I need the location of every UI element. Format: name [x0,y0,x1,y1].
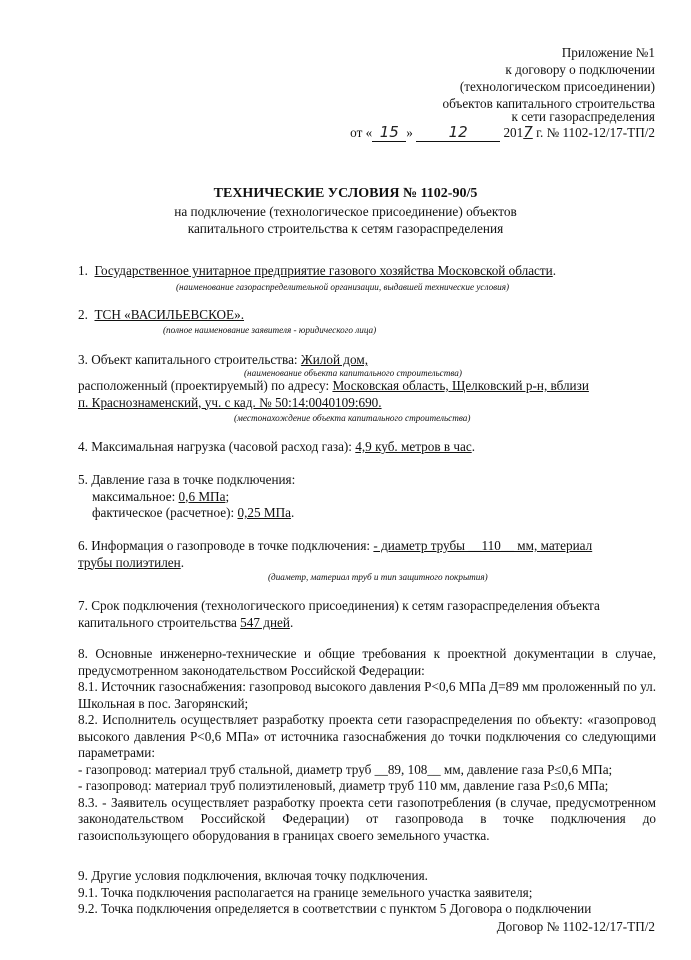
punct: . [552,263,557,278]
section-3-address [78,378,656,411]
appendix-label: Приложение №1 [561,45,655,60]
punct: ; [225,488,230,504]
handwritten-year-digit: 7 [523,123,533,141]
subtitle-line: на подключение (технологическое присоединение) объектов [174,204,517,219]
appendix-line: объектов капитального строительства [442,96,655,111]
section-8 [78,646,656,844]
contract-number: г. № 1102-12/17-ТП/2 [536,125,655,140]
section-number: 1. [78,263,88,278]
object-label: 3. Объект капитального строительства: [78,352,298,367]
requirement-8-2-poly: - газопровод: материал труб полиэтиленовый, диаметр труб 110 мм, давление газа Р≤0,6 МПа; [78,778,609,793]
pipeline-material: трубы полиэтилен [78,554,181,570]
footer-contract-number: Договор № 1102-12/17-ТП/2 [496,919,655,934]
pressure-actual-label: фактическое (расчетное): [92,505,235,520]
applicant-name: ТСН «ВАСИЛЬЕВСКОЕ». [94,307,245,322]
pipeline-info-label: 6. Информация о газопроводе в точке подключения: [78,538,371,553]
punct: . [180,554,185,570]
deadline-text: капитального строительства [78,614,237,630]
date-prefix: от « [350,125,373,140]
pressure-actual [78,505,656,522]
handwritten-day: 15 [372,123,406,142]
object-name: Жилой дом, [300,352,368,367]
deadline-days: 547 дней [240,614,290,630]
section-number: 2. [78,307,88,322]
caption: (полное наименование заявителя - юридического лица) [163,325,377,335]
appendix-line: к сети газораспределения [511,109,655,124]
appendix-line: (технологическом присоединении) [459,79,655,94]
caption: (наименование газораспределительной организации, выдавшей технические условия) [176,282,510,292]
punct: . [290,505,295,520]
pipeline-diameter: - диаметр трубы __110__ мм, материал [373,538,593,553]
year-prefix: 201 [503,125,524,140]
punct: . [289,614,294,630]
address-line-1: Московская область, Щелковский р-н, вблизи [332,378,589,393]
caption: (местонахождение объекта капитального строительства) [234,413,471,423]
section-9 [78,868,656,918]
document-subtitle [0,203,691,237]
requirement-8-2: 8.2. Исполнитель осуществляет разработку проекта сети газораспределения по объекту: «газопровод высокого давления Р<0,6 МПа» от источника газоснабжения до точки подключения со следующими параметрами: [78,712,656,760]
section-2 [78,307,656,324]
requirements-intro: 8. Основные инженерно-технические и общие требования к проектной документации в случае, предусмотренном законодательством Российской Федерации: [78,646,656,678]
deadline-text: 7. Срок подключения (технологического присоединения) к сетям газораспределения объекта [78,598,600,613]
max-load-label: 4. Максимальная нагрузка (часовой расход газа): [78,439,352,454]
contract-date-line: от « 15 » 12 2017 г. № 1102-12/17-ТП/2 [350,123,655,141]
requirement-8-1: 8.1. Источник газоснабжения: газопровод высокого давления Р<0,6 МПа Д=89 мм проложенный по ул. Школьная в пос. Загорянский; [78,679,656,711]
handwritten-month: 12 [416,123,500,142]
caption: (наименование объекта капитального строительства) [244,368,462,378]
punct: . [471,439,475,454]
condition-9-1: 9.1. Точка подключения располагается на границе земельного участка заявителя; [78,884,533,900]
subtitle-line: капитального строительства к сетям газораспределения [187,221,504,236]
caption: (диаметр, материал труб и тип защитного покрытия) [268,572,488,582]
section-6 [78,538,656,571]
gas-distribution-org: Государственное унитарное предприятие газового хозяйства Московской области [94,263,553,278]
pressure-max [78,489,656,506]
address-label: расположенный (проектируемый) по адресу: [78,378,330,393]
max-load-value: 4,9 куб. метров в час [355,439,472,454]
pressure-max-label: максимальное: [92,488,176,504]
requirement-8-3: 8.3. - Заявитель осуществляет разработку проекта сети газопотребления (в случае, предусмотренном законодательством Российской Федерации) от газопровода в точке подключения до газоиспользующего оборудования в границах своего земельного участка. [78,794,656,843]
pressure-heading: 5. Давление газа в точке подключения: [78,472,296,487]
section-1 [78,263,656,280]
other-conditions: 9. Другие условия подключения, включая точку подключения. [78,868,428,883]
appendix-line: к договору о подключении [505,62,655,77]
section-4 [78,439,656,456]
address-line-2: п. Краснознаменский, уч. с кад. № 50:14:0040109:690. [78,394,382,410]
section-7 [78,598,656,631]
section-5 [78,472,656,522]
requirement-8-2-steel: - газопровод: материал труб стальной, диаметр труб __89, 108__ мм, давление газа Р≤0,6 МПа; [78,761,613,777]
section-3 [78,352,656,369]
condition-9-2: 9.2. Точка подключения определяется в соответствии с пунктом 5 Договора о подключении [78,901,592,916]
pressure-actual-value: 0,25 МПа [237,505,291,520]
document-title: ТЕХНИЧЕСКИЕ УСЛОВИЯ № 1102-90/5 [213,186,478,201]
pressure-max-value: 0,6 МПа [178,488,226,504]
